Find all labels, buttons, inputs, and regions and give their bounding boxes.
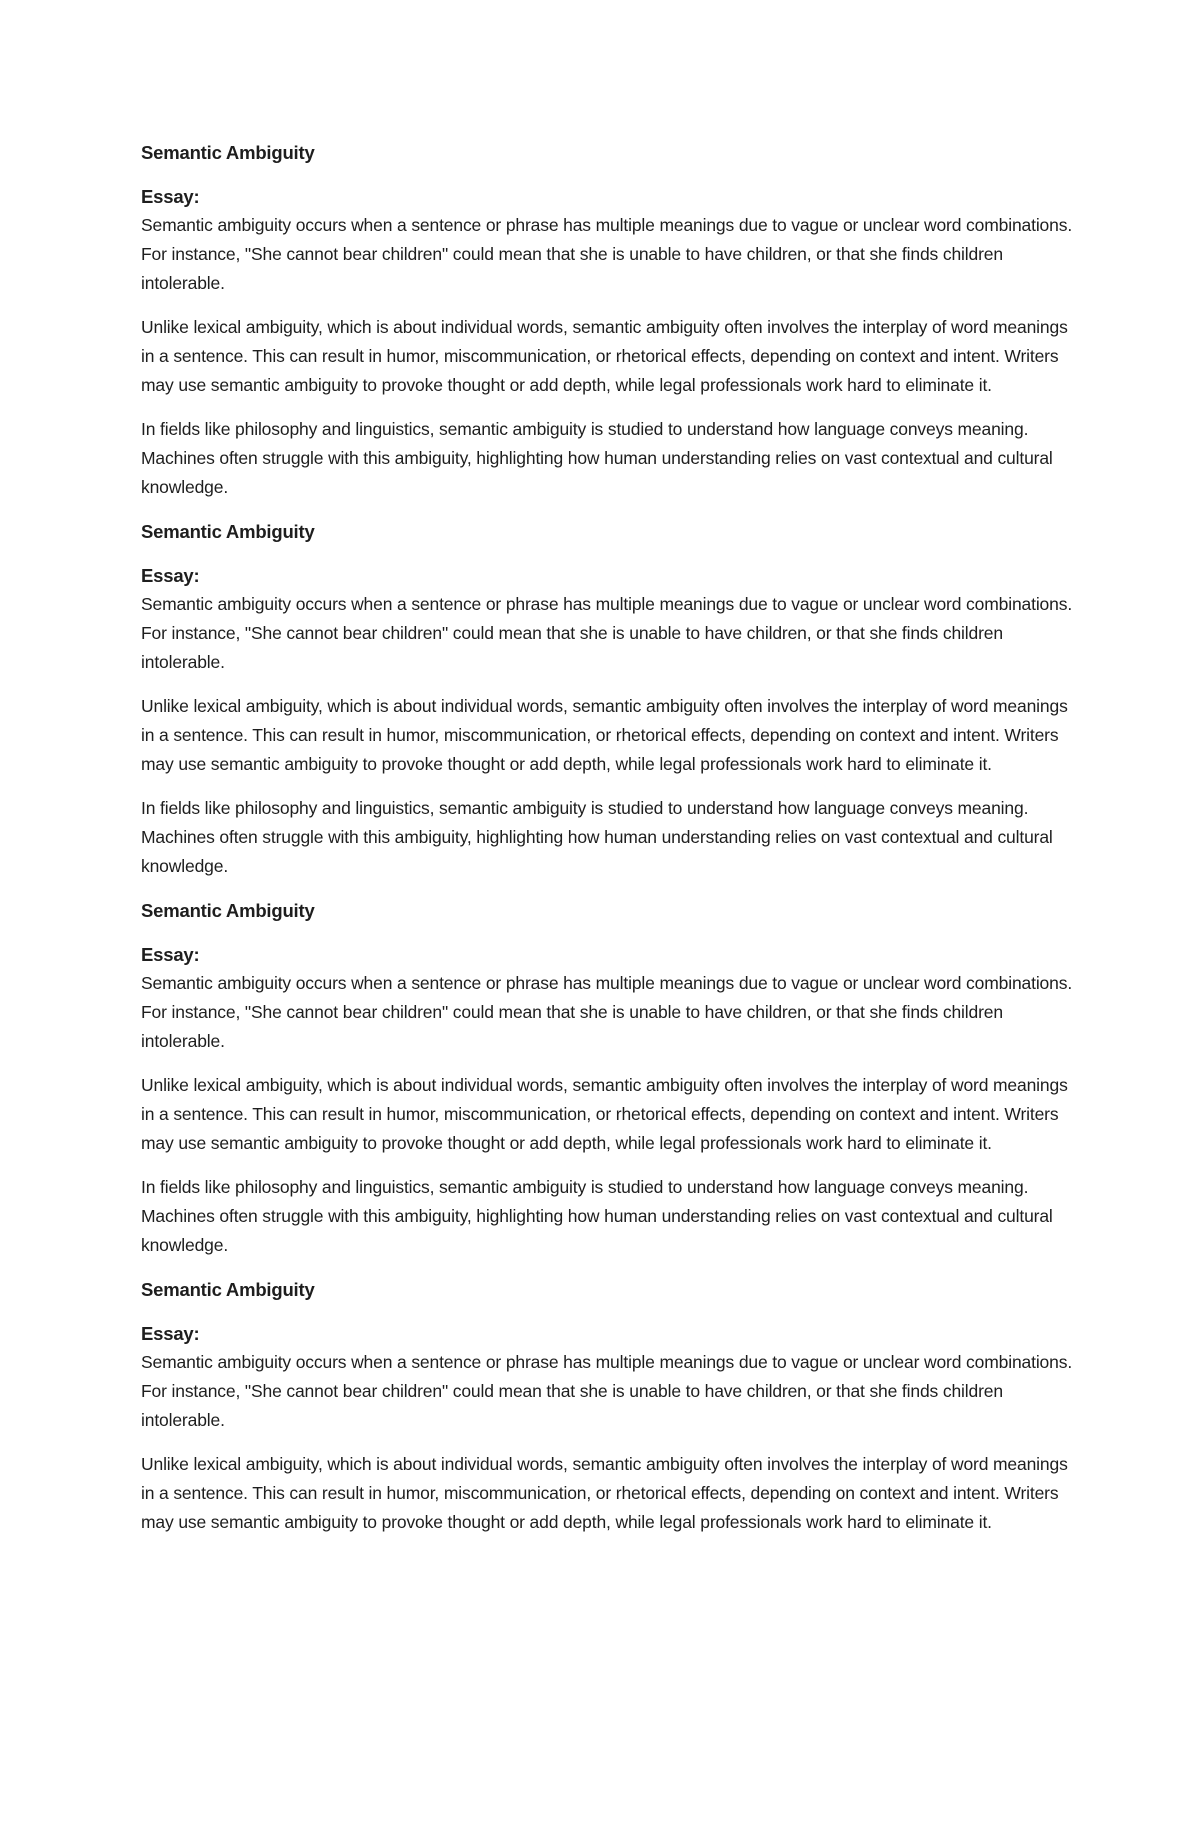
- paragraph: Unlike lexical ambiguity, which is about individual words, semantic ambiguity often involves the interplay of word meanings in a sentence. This can result in humor, miscommunication, or rhetorical effects, depending on context and intent. Writers may use semantic ambiguity to provoke thought or add depth, while legal professionals work hard to eliminate it.: [141, 1075, 1068, 1153]
- essay-section-4: [141, 1275, 1081, 1537]
- paragraph: Semantic ambiguity occurs when a sentence or phrase has multiple meanings due to vague or unclear word combinations. For instance, "She cannot bear children" could mean that she is unable to have children, or that she finds children intolerable.: [141, 594, 1073, 672]
- paragraph: Semantic ambiguity occurs when a sentence or phrase has multiple meanings due to vague or unclear word combinations. For instance, "She cannot bear children" could mean that she is unable to have children, or that she finds children intolerable.: [141, 973, 1073, 1051]
- paragraph: In fields like philosophy and linguistics, semantic ambiguity is studied to understand how language conveys meaning. Machines often struggle with this ambiguity, highlighting how human understanding relies on vast contextual and cultural knowledge.: [141, 419, 1053, 497]
- essay-label: Essay:: [141, 186, 200, 207]
- section-title: Semantic Ambiguity: [141, 521, 315, 542]
- essay-section-1: [141, 138, 1081, 502]
- essay-section-3: [141, 896, 1081, 1260]
- section-title: Semantic Ambiguity: [141, 1279, 315, 1300]
- document-page: [141, 138, 1081, 1552]
- paragraph: Unlike lexical ambiguity, which is about individual words, semantic ambiguity often involves the interplay of word meanings in a sentence. This can result in humor, miscommunication, or rhetorical effects, depending on context and intent. Writers may use semantic ambiguity to provoke thought or add depth, while legal professionals work hard to eliminate it.: [141, 1454, 1068, 1532]
- paragraph: Unlike lexical ambiguity, which is about individual words, semantic ambiguity often involves the interplay of word meanings in a sentence. This can result in humor, miscommunication, or rhetorical effects, depending on context and intent. Writers may use semantic ambiguity to provoke thought or add depth, while legal professionals work hard to eliminate it.: [141, 696, 1068, 774]
- essay-section-2: [141, 517, 1081, 881]
- paragraph: Semantic ambiguity occurs when a sentence or phrase has multiple meanings due to vague or unclear word combinations. For instance, "She cannot bear children" could mean that she is unable to have children, or that she finds children intolerable.: [141, 1352, 1073, 1430]
- essay-label: Essay:: [141, 944, 200, 965]
- section-title: Semantic Ambiguity: [141, 900, 315, 921]
- paragraph: Unlike lexical ambiguity, which is about individual words, semantic ambiguity often involves the interplay of word meanings in a sentence. This can result in humor, miscommunication, or rhetorical effects, depending on context and intent. Writers may use semantic ambiguity to provoke thought or add depth, while legal professionals work hard to eliminate it.: [141, 317, 1068, 395]
- essay-label: Essay:: [141, 565, 200, 586]
- paragraph: Semantic ambiguity occurs when a sentence or phrase has multiple meanings due to vague or unclear word combinations. For instance, "She cannot bear children" could mean that she is unable to have children, or that she finds children intolerable.: [141, 215, 1073, 293]
- paragraph: In fields like philosophy and linguistics, semantic ambiguity is studied to understand how language conveys meaning. Machines often struggle with this ambiguity, highlighting how human understanding relies on vast contextual and cultural knowledge.: [141, 798, 1053, 876]
- essay-label: Essay:: [141, 1323, 200, 1344]
- section-title: Semantic Ambiguity: [141, 142, 315, 163]
- paragraph: In fields like philosophy and linguistics, semantic ambiguity is studied to understand how language conveys meaning. Machines often struggle with this ambiguity, highlighting how human understanding relies on vast contextual and cultural knowledge.: [141, 1177, 1053, 1255]
